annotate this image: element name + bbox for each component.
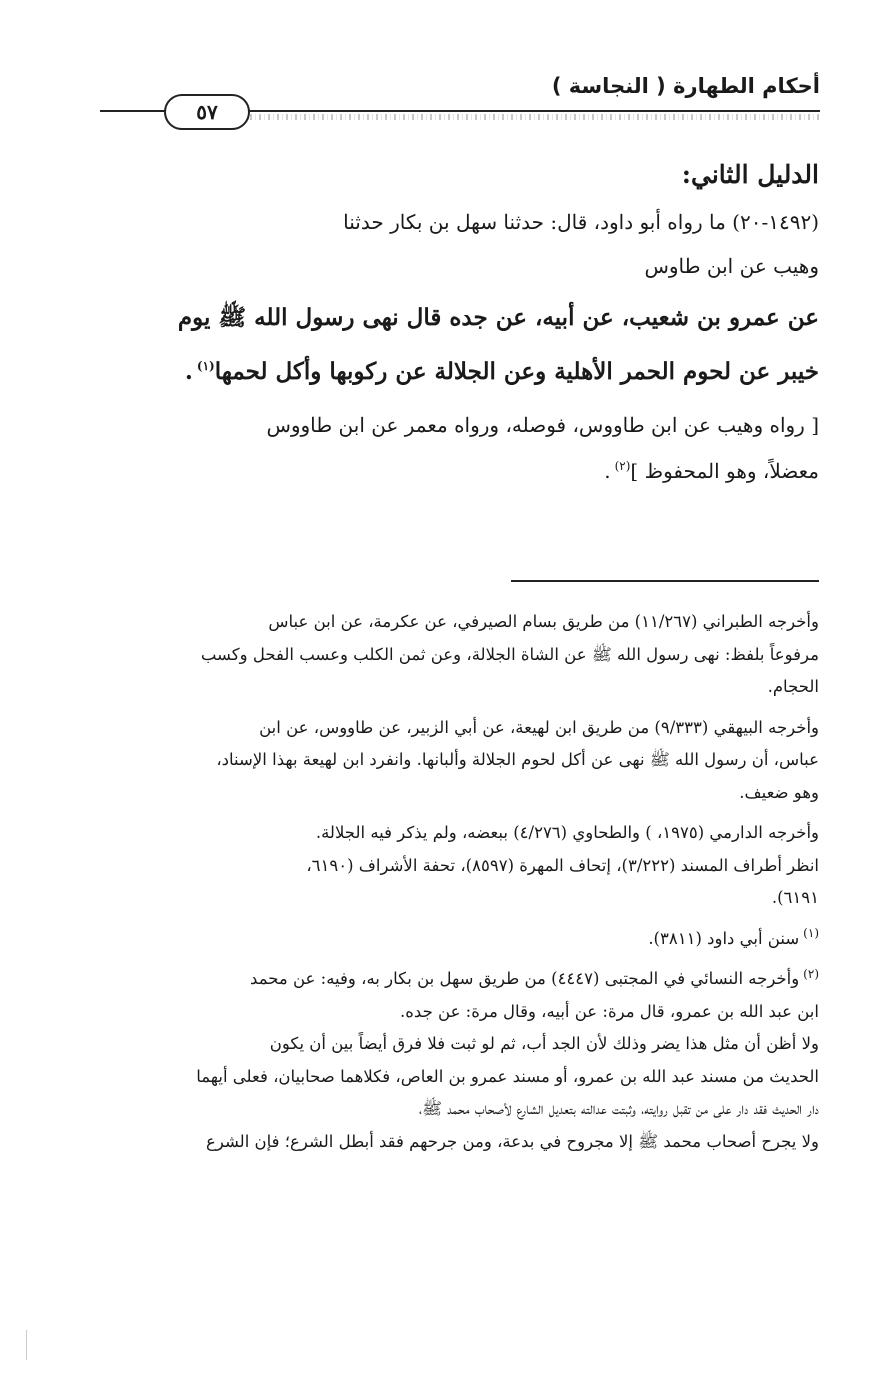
footnote-text: سنن أبي داود (٣٨١١). — [648, 928, 800, 948]
commentary-line: معضلاً، وهو المحفوظ ] — [630, 459, 819, 483]
footnote-separator — [511, 580, 819, 582]
note-line: مرفوعاً بلفظ: نهى رسول الله ﷺ عن الشاة الجلالة، وعن ثمن الكلب وعسب الفحل وكسب — [200, 644, 819, 664]
commentary-end: . — [604, 459, 611, 483]
page-number: ٥٧ — [164, 94, 250, 130]
note-line: وهو ضعيف. — [739, 782, 819, 802]
note-line: عباس، أن رسول الله ﷺ نهى عن أكل لحوم الجلالة وألبانها. وانفرد ابن لهيعة بهذا الإسناد، — [216, 750, 819, 769]
footnotes — [99, 606, 819, 1158]
hadith-text — [99, 348, 819, 396]
note-line: ولا أظن أن مثل هذا يضر وذلك لأن الجد أب، ثم لو ثبت فلا فرق أيضاً بين أن يكون — [269, 1034, 819, 1053]
footnote-number: (٢) — [803, 966, 819, 981]
note-line: وأخرجه الدارمي (١٩٧٥، ) والطحاوي (٤/٢٧٦) ببعضه، ولم يذكر فيه الجلالة. — [315, 823, 819, 842]
isnad-line: (١٤٩٢-٢٠) ما رواه أبو داود، قال: حدثنا سهل بن بكار حدثنا — [343, 210, 819, 234]
hadith-line: خيبر عن لحوم الحمر الأهلية وعن الجلالة عن ركوبها وأكل لحمها — [214, 358, 819, 385]
footnote-ref: (٢) — [614, 459, 631, 474]
header-rule-ornament — [250, 114, 820, 120]
book-title: أحكام الطهارة ( النجاسة ) — [551, 74, 820, 98]
note-line: ٦١٩١). — [771, 888, 819, 907]
commentary-text — [99, 448, 819, 494]
hadith-end: . — [184, 358, 193, 385]
footnote-number: (١) — [803, 926, 819, 940]
note-line: انظر أطراف المسند (٣/٢٢٢)، إتحاف المهرة (٨٥٩٧)، تحفة الأشراف (٦١٩٠، — [306, 855, 819, 875]
section-heading: الدليل الثاني: — [681, 160, 819, 189]
note-line: الحجام. — [767, 677, 819, 696]
note-line: الحديث من مسند عبد الله بن عمرو، أو مسند عمرو بن العاص، فكلاهما صحابيان، فعلى أيهما — [196, 1066, 819, 1086]
note-line: وأخرجه البيهقي (٩/٣٣٣) من طريق ابن لهيعة، عن أبي الزبير، عن طاووس، عن ابن — [259, 717, 819, 737]
footnote-2 — [99, 963, 819, 996]
commentary-line: [ رواه وهيب عن ابن طاووس، فوصله، ورواه معمر عن ابن طاووس — [266, 413, 819, 437]
hadith-text — [99, 294, 819, 342]
note-line: ابن عبد الله بن عمرو، قال مرة: عن أبيه، وقال مرة: عن جده. — [400, 1001, 819, 1021]
note-line: دار الحديث فقد دار على من تقبل روايته، وثبتت عدالته بتعديل الشارع لأصحاب محمد ﷺ، — [418, 1099, 819, 1118]
main-text — [99, 150, 819, 494]
hadith-line: عن عمرو بن شعيب، عن أبيه، عن جده قال نهى رسول الله ﷺ يوم — [177, 304, 819, 331]
page-header — [100, 70, 820, 130]
footnote-text: وأخرجه النسائي في المجتبى (٤٤٤٧) من طريق سهل بن بكار به، وفيه: عن محمد — [250, 969, 800, 988]
note-line: ولا يجرح أصحاب محمد ﷺ إلا مجروح في بدعة، ومن جرحهم فقد أبطل الشرع؛ فإن الشرع — [206, 1131, 819, 1151]
note-line: وأخرجه الطبراني (١١/٢٦٧) من طريق بسام الصيرفي، عن عكرمة، عن ابن عباس — [268, 612, 819, 631]
scan-mark — [26, 1330, 27, 1360]
footnote-1 — [99, 923, 819, 956]
isnad-line: وهيب عن ابن طاوس — [644, 254, 819, 278]
footnote-ref: (١) — [196, 359, 215, 374]
